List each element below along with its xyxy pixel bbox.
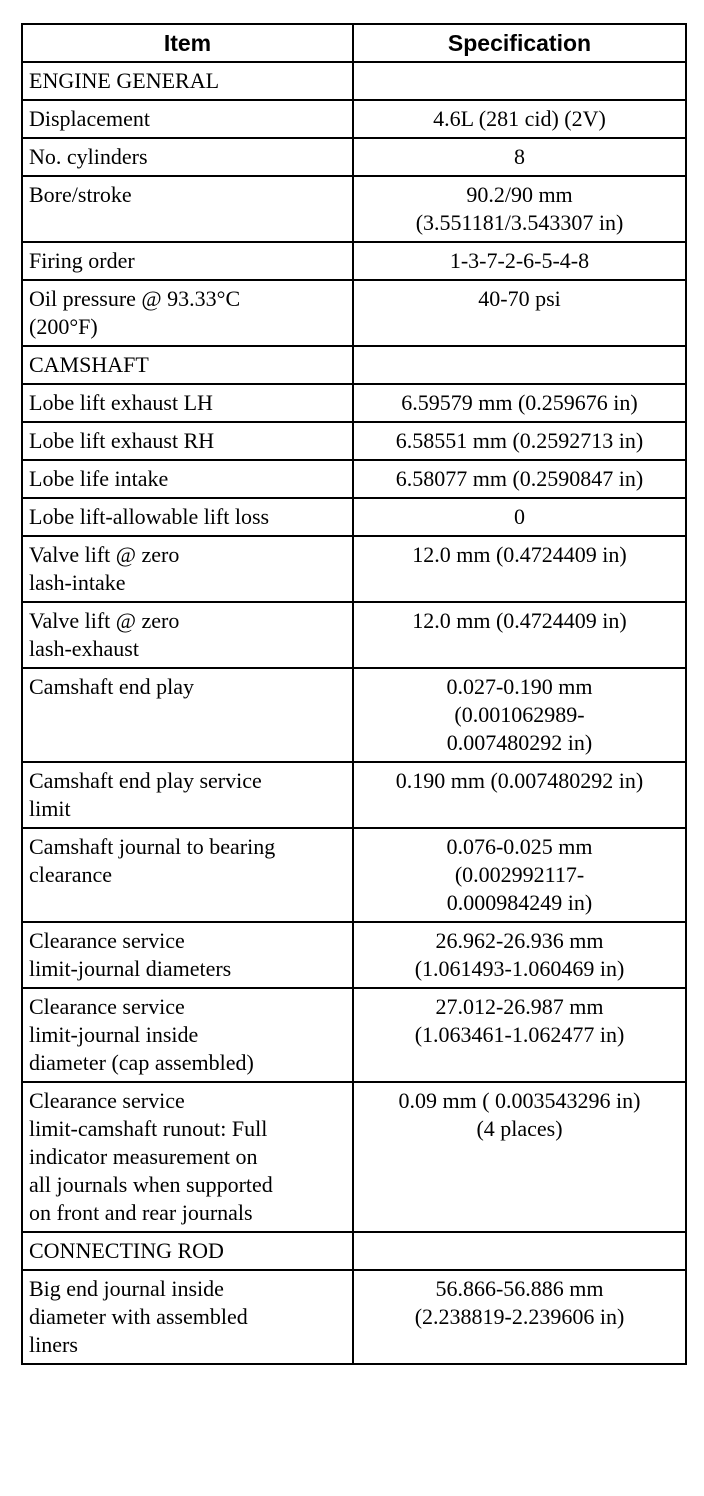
item-cell: Lobe lift exhaust LH	[22, 384, 353, 422]
item-cell: No. cylinders	[22, 138, 353, 176]
item-cell: Clearance service limit-camshaft runout: Full indicator measurement on all journals when supported on front and rear journals	[22, 1082, 353, 1232]
specification-cell	[353, 62, 686, 100]
specification-cell: 26.962-26.936 mm (1.061493-1.060469 in)	[353, 922, 686, 988]
table-row	[22, 460, 686, 498]
specification-cell: 90.2/90 mm (3.551181/3.543307 in)	[353, 176, 686, 242]
table-row	[22, 988, 686, 1082]
table-row	[22, 602, 686, 668]
table-body	[22, 62, 686, 1364]
table-row	[22, 100, 686, 138]
item-cell: Oil pressure @ 93.33°C (200°F)	[22, 280, 353, 346]
table-row	[22, 1232, 686, 1270]
item-cell: Firing order	[22, 242, 353, 280]
item-cell: CONNECTING ROD	[22, 1232, 353, 1270]
table-row	[22, 280, 686, 346]
table-row	[22, 242, 686, 280]
specification-cell: 4.6L (281 cid) (2V)	[353, 100, 686, 138]
item-cell: Clearance service limit-journal inside diameter (cap assembled)	[22, 988, 353, 1082]
table-row	[22, 922, 686, 988]
table-row	[22, 498, 686, 536]
item-cell: Displacement	[22, 100, 353, 138]
table-row	[22, 828, 686, 922]
item-cell: Camshaft end play service limit	[22, 762, 353, 828]
item-cell: Big end journal inside diameter with assembled liners	[22, 1270, 353, 1364]
table-row	[22, 346, 686, 384]
item-cell: Lobe lift-allowable lift loss	[22, 498, 353, 536]
table-row	[22, 176, 686, 242]
item-cell: Lobe lift exhaust RH	[22, 422, 353, 460]
item-cell: Valve lift @ zero lash-exhaust	[22, 602, 353, 668]
header-specification: Specification	[353, 24, 686, 62]
header-row	[22, 24, 686, 62]
specification-cell: 40-70 psi	[353, 280, 686, 346]
specification-cell: 12.0 mm (0.4724409 in)	[353, 536, 686, 602]
item-cell: Camshaft journal to bearing clearance	[22, 828, 353, 922]
item-cell: ENGINE GENERAL	[22, 62, 353, 100]
specification-cell: 6.58077 mm (0.2590847 in)	[353, 460, 686, 498]
table-row	[22, 62, 686, 100]
specification-cell: 1-3-7-2-6-5-4-8	[353, 242, 686, 280]
specification-cell: 0	[353, 498, 686, 536]
specification-cell: 8	[353, 138, 686, 176]
item-cell: Lobe life intake	[22, 460, 353, 498]
specification-cell	[353, 1232, 686, 1270]
item-cell: Camshaft end play	[22, 668, 353, 762]
table-row	[22, 1082, 686, 1232]
item-cell: Bore/stroke	[22, 176, 353, 242]
specification-cell: 6.59579 mm (0.259676 in)	[353, 384, 686, 422]
specification-cell: 0.190 mm (0.007480292 in)	[353, 762, 686, 828]
item-cell: CAMSHAFT	[22, 346, 353, 384]
specification-cell	[353, 346, 686, 384]
item-cell: Clearance service limit-journal diameters	[22, 922, 353, 988]
table-row	[22, 762, 686, 828]
specification-cell: 0.09 mm ( 0.003543296 in) (4 places)	[353, 1082, 686, 1232]
header-item: Item	[22, 24, 353, 62]
specification-cell: 12.0 mm (0.4724409 in)	[353, 602, 686, 668]
item-cell: Valve lift @ zero lash-intake	[22, 536, 353, 602]
specification-cell: 0.076-0.025 mm (0.002992117- 0.000984249 in)	[353, 828, 686, 922]
table-row	[22, 668, 686, 762]
table-row	[22, 138, 686, 176]
table-row	[22, 536, 686, 602]
specification-table	[21, 23, 687, 1365]
specification-cell: 0.027-0.190 mm (0.001062989- 0.007480292 in)	[353, 668, 686, 762]
table-row	[22, 384, 686, 422]
table-row	[22, 422, 686, 460]
specification-cell: 27.012-26.987 mm (1.063461-1.062477 in)	[353, 988, 686, 1082]
table-row	[22, 1270, 686, 1364]
specification-cell: 56.866-56.886 mm (2.238819-2.239606 in)	[353, 1270, 686, 1364]
specification-cell: 6.58551 mm (0.2592713 in)	[353, 422, 686, 460]
